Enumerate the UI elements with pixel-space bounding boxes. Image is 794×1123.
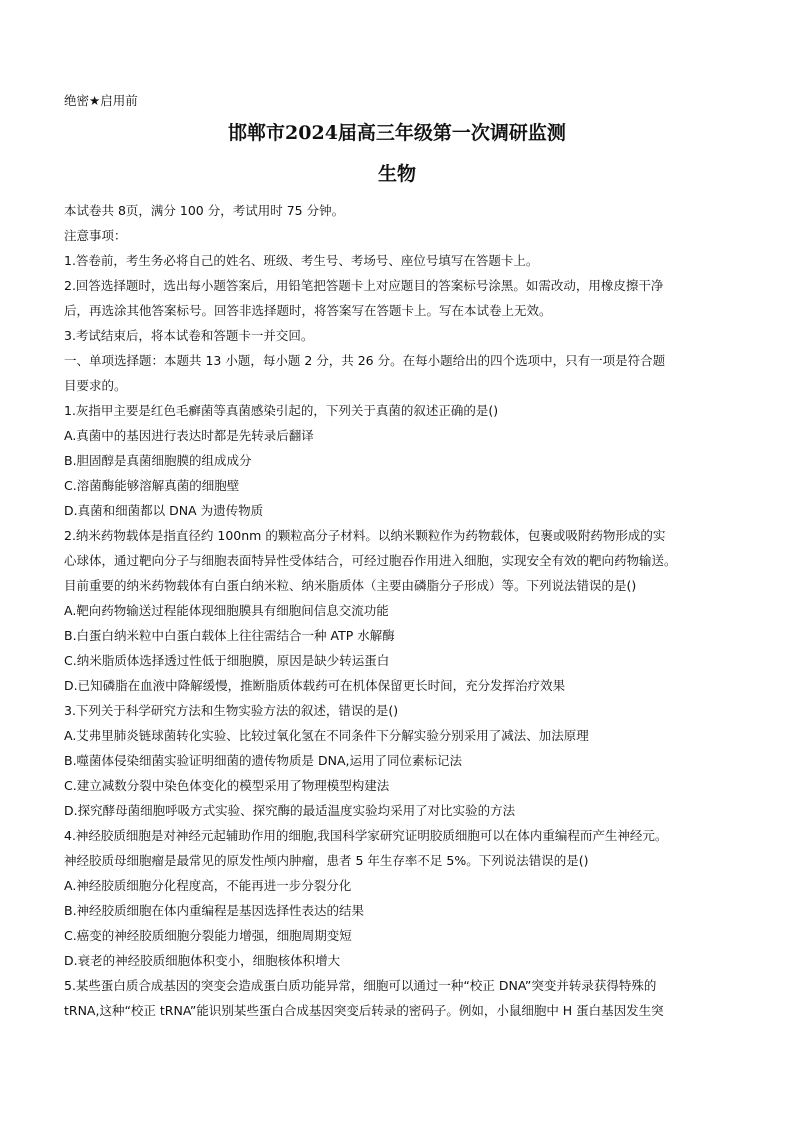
question-2-stem-line-1: 2.纳米药物载体是指直径约 100nm 的颗粒高分子材料。以纳米颗粒作为药物载体，包裹或吸附药物形成的实 — [64, 528, 666, 543]
question-4-option-b: B.神经胶质细胞在体内重编程是基因选择性表达的结果 — [64, 903, 365, 918]
question-1-stem: 1.灰指甲主要是红色毛癣菌等真菌感染引起的，下列关于真菌的叙述正确的是() — [64, 403, 499, 418]
question-1-option-b: B.胆固醇是真菌细胞膜的组成成分 — [64, 453, 252, 468]
question-4-option-d: D.衰老的神经胶质细胞体积变小，细胞核体积增大 — [64, 953, 341, 968]
question-1-option-a: A.真菌中的基因进行表达时都是先转录后翻译 — [64, 428, 314, 443]
question-5-stem-line-1: 5.某些蛋白质合成基因的突变会造成蛋白质功能异常，细胞可以通过一种“校正 DNA”突变并转录获得特殊的 — [64, 978, 657, 993]
question-2-stem-line-2: 心球体，通过靶向分子与细胞表面特异性受体结合，可经过胞吞作用进入细胞，实现安全有效的靶向药物输送。 — [64, 553, 677, 568]
notice-item-2-line-2: 后，再选涂其他答案标号。回答非选择题时，将答案写在答题卡上。写在本试卷上无效。 — [64, 303, 552, 318]
notice-item-2-line-1: 2.回答选择题时，选出每小题答案后，用铅笔把答题卡上对应题目的答案标号涂黑。如需改动，用橡皮擦干净 — [64, 278, 664, 293]
notice-item-3: 3.考试结束后，将本试卷和答题卡一并交回。 — [64, 328, 314, 343]
question-3-option-c: C.建立减数分裂中染色体变化的模型采用了物理模型构建法 — [64, 778, 390, 793]
question-1-option-c: C.溶菌酶能够溶解真菌的细胞壁 — [64, 478, 240, 493]
exam-title: 邯郸市2024届高三年级第一次调研监测 — [228, 122, 566, 144]
question-4-stem-line-1: 4.神经胶质细胞是对神经元起辅助作用的细胞,我国科学家研究证明胶质细胞可以在体内重编程而产生神经元。 — [64, 828, 668, 843]
question-4-option-c: C.癌变的神经胶质细胞分裂能力增强，细胞周期变短 — [64, 928, 352, 943]
notice-title: 注意事项： — [64, 228, 127, 243]
section-heading-line-2: 目要求的。 — [64, 378, 127, 393]
question-3-stem: 3.下列关于科学研究方法和生物实验方法的叙述，错误的是() — [64, 703, 399, 718]
exam-body — [64, 198, 732, 1023]
notice-item-1: 1.答卷前，考生务必将自己的姓名、班级、考生号、考场号、座位号填写在答题卡上。 — [64, 253, 539, 268]
question-3-option-b: B.噬菌体侵染细菌实验证明细菌的遗传物质是 DNA,运用了同位素标记法 — [64, 753, 463, 768]
question-2-stem-line-3: 目前重要的纳米药物载体有白蛋白纳米粒、纳米脂质体（主要由磷脂分子形成）等。下列说法错误的是() — [64, 578, 637, 593]
exam-summary: 本试卷共 8页，满分 100 分，考试用时 75 分钟。 — [64, 203, 345, 218]
question-4-stem-line-2: 神经胶质母细胞瘤是最常见的原发性颅内肿瘤，患者 5 年生存率不足 5%。下列说法错误的是() — [64, 853, 589, 868]
section-heading-line-1: 一、单项选择题：本题共 13 小题，每小题 2 分，共 26 分。在每小题给出的四个选项中，只有一项是符合题 — [64, 353, 666, 368]
confidential-mark: 绝密★启用前 — [64, 93, 138, 108]
question-4-option-a: A.神经胶质细胞分化程度高，不能再进一步分裂分化 — [64, 878, 352, 893]
question-1-option-d: D.真菌和细菌都以 DNA 为遗传物质 — [64, 503, 264, 518]
question-3-option-d: D.探究酵母菌细胞呼吸方式实验、探究酶的最适温度实验均采用了对比实验的方法 — [64, 803, 516, 818]
question-3-option-a: A.艾弗里肺炎链球菌转化实验、比较过氧化氢在不同条件下分解实验分别采用了减法、加法原理 — [64, 728, 589, 743]
question-2-option-b: B.白蛋白纳米粒中白蛋白载体上往往需结合一种 ATP 水解酶 — [64, 628, 395, 643]
subject-title: 生物 — [377, 163, 416, 185]
question-5-stem-line-2: tRNA,这种“校正 tRNA”能识别某些蛋白合成基因突变后转录的密码子。例如，小鼠细胞中 H 蛋白基因发生突 — [64, 1003, 664, 1018]
question-2-option-a: A.靶向药物输送过程能体现细胞膜具有细胞间信息交流功能 — [64, 603, 389, 618]
question-2-option-c: C.纳米脂质体选择透过性低于细胞膜，原因是缺少转运蛋白 — [64, 653, 390, 668]
question-2-option-d: D.已知磷脂在血液中降解缓慢，推断脂质体载药可在机体保留更长时间，充分发挥治疗效果 — [64, 678, 566, 693]
